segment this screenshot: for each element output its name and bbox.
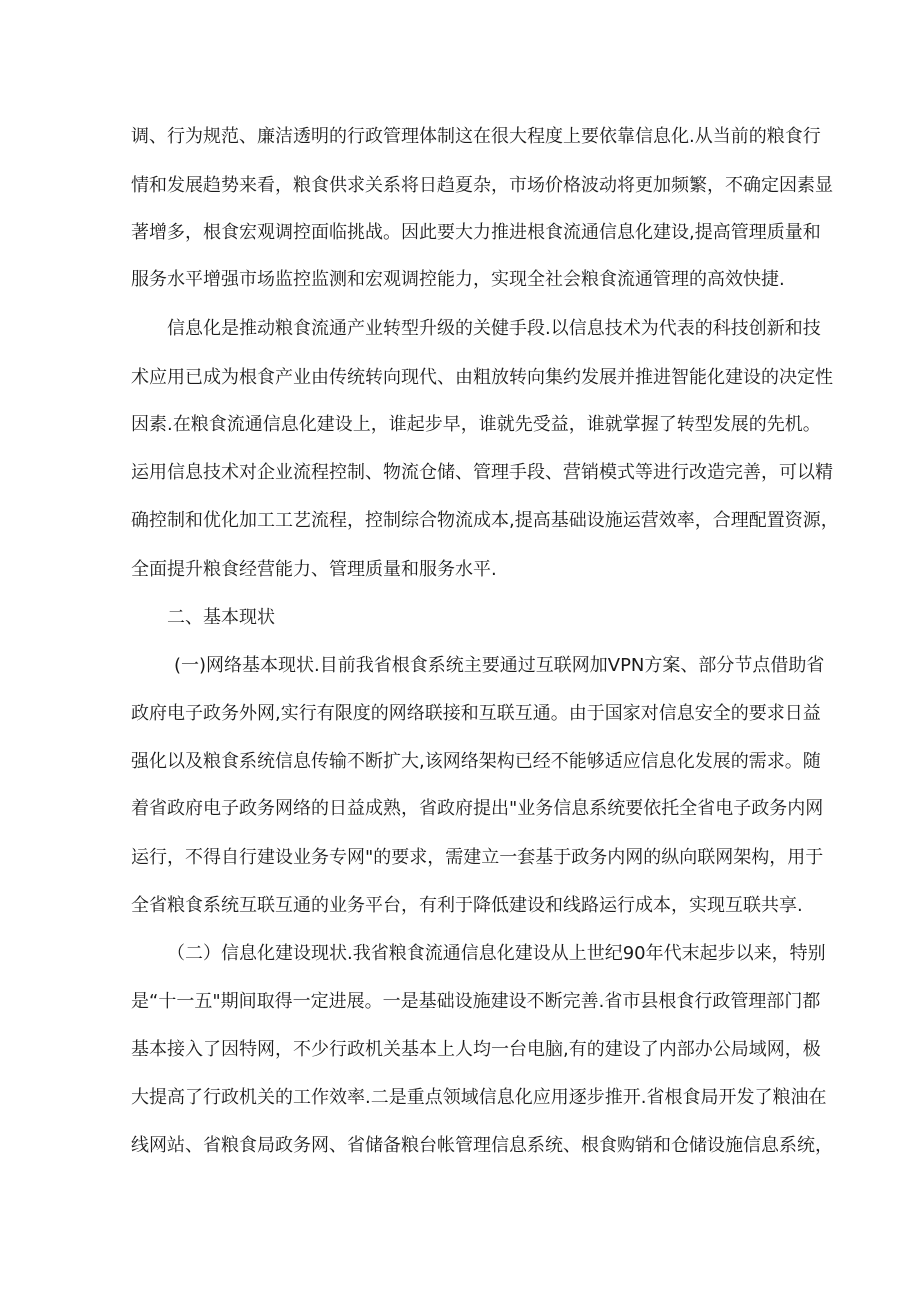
text-line: 强化以及粮食系统信息传输不断扩大,该网络架构已经不能够适应信息化发展的需求。随 [131,751,821,772]
text-line: 调、行为规范、廉洁透明的行政管理体制这在很大程度上要依靠信息化.从当前的粮食行 [131,126,821,147]
text-line: （二）信息化建设现状.我省粮食流通信息化建设从上世纪90年代末起步以来，特别 [167,943,826,964]
text-line: 情和发展趋势来看，粮食供求关系将日趋夏杂，市场价格波动将更加频繁，不确定因素显 [131,175,833,196]
text-line: 着省政府电子政务网络的日益成熟，省政府提出"业务信息系统要依托全省电子政务内网 [131,798,824,819]
text-line: 大提高了行政机关的工作效率.二是重点领域信息化应用逐步推开.省根食局开发了粮油在 [131,1087,827,1108]
text-line: 运行，不得自行建设业务专网"的要求，需建立一套基于政务内网的纵向联网架构，用于 [131,847,824,868]
text-line: 确控制和优化加工工艺流程，控制综合物流成本,提高基础设施运营效率，合理配置资源， [131,510,839,531]
section-heading: 二、基本现状 [167,607,275,628]
text-line: 政府电子政务外网,实行有限度的网络联接和互联互通。由于国家对信息安全的要求日益 [131,703,821,724]
text-line: 全面提升粮食经营能力、管理质量和服务水平. [131,559,497,580]
text-line: (一)网络基本现状.目前我省根食系统主要通过互联网加VPN方案、部分节点借助省 [174,655,825,676]
text-line: 术应用已成为根食产业由传统转向现代、由粗放转向集约发展并推进智能化建设的决定性 [131,367,833,388]
text-line: 服务水平增强市场监控监测和宏观调控能力，实现全社会粮食流通管理的高效快捷. [131,269,785,290]
text-line: 全省粮食系统互联互通的业务平台，有利于降低建设和线路运行成本，实现互联共享. [131,895,803,916]
text-line: 基本接入了因特网，不少行政机关基本上人均一台电脑,有的建设了内部办公局域网，极 [131,1039,821,1060]
text-line: 著增多，根食宏观调控面临挑战。因此要大力推进根食流通信息化建设,提高管理质量和 [131,222,821,243]
text-line: 因素.在粮食流通信息化建设上，谁起步早，谁就先受益，谁就掌握了转型发展的先机。 [131,414,821,435]
text-line: 线网站、省粮食局政务网、省储备粮台帐管理信息系统、根食购销和仓储设施信息系统， [131,1135,833,1156]
text-line: 运用信息技术对企业流程控制、物流仓储、管理手段、营销模式等进行改造完善，可以精 [131,462,833,483]
text-line: 是“十一五"期间取得一定进展。一是基础设施建设不断完善.省市县根食行政管理部门都 [131,991,821,1012]
text-line: 信息化是推动粮食流通产业转型升级的关健手段.以信息技术为代表的科技创新和技 [167,318,821,339]
